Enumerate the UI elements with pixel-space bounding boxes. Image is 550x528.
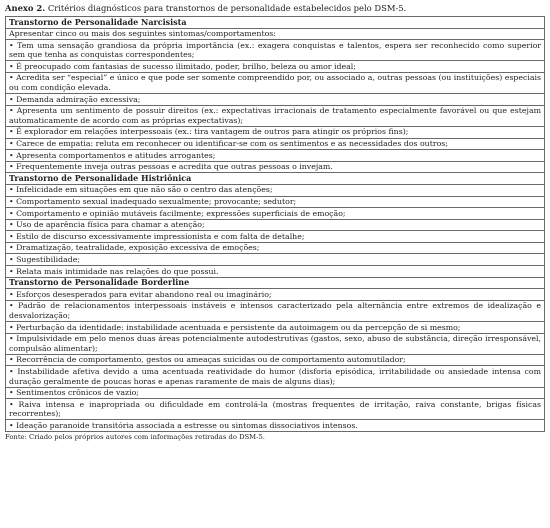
- criterion-item: • Recorrência de comportamento, gestos ou ameaças suicidas ou de comportamento automutilador;: [6, 354, 545, 366]
- criterion-item: • Apresenta comportamentos e atitudes arrogantes;: [6, 150, 545, 162]
- criterion-item: • Demanda admiração excessiva;: [6, 94, 545, 106]
- criterion-item: • Tem uma sensação grandiosa da própria importância (ex.: exagera conquistas e talentos, espera ser reconhecido como superior sem que tenha as conquistas correspondentes;: [6, 40, 545, 61]
- criteria-table: [5, 16, 545, 432]
- criterion-item: • Acredita ser “especial” e único e que pode ser somente compreendido por, ou associado a, outras pessoas (ou instituições) especiais ou com condição elevada.: [6, 72, 545, 93]
- table-source: Fonte: Criado pelos próprios autores com informações retiradas do DSM-5.: [5, 432, 265, 441]
- section-title-row: [6, 17, 545, 29]
- table-row: [6, 208, 545, 220]
- table-row: [6, 266, 545, 278]
- table-row: [6, 61, 545, 73]
- table-row: [6, 399, 545, 420]
- criterion-item: • Comportamento e opinião mutáveis facilmente; expressões superficiais de emoção;: [6, 208, 545, 220]
- criterion-item: • Impulsividade em pelo menos duas áreas potencialmente autodestrutivas (gastos, sexo, abuso de substância, direção irresponsável, compulsão alimentar);: [6, 333, 545, 354]
- criterion-item: • Infelicidade em situações em que não são o centro das atenções;: [6, 184, 545, 196]
- section-title: Transtorno de Personalidade Narcisista: [6, 17, 545, 29]
- table-row: [6, 420, 545, 432]
- table-row: [6, 387, 545, 399]
- section-title: Transtorno de Personalidade Histriônica: [6, 173, 545, 185]
- table-row: [6, 219, 545, 231]
- criterion-item: • Sugestibilidade;: [6, 254, 545, 266]
- criterion-item: • É preocupado com fantasias de sucesso ilimitado, poder, brilho, beleza ou amor ideal;: [6, 61, 545, 73]
- criterion-item: • Comportamento sexual inadequado sexualmente; provocante; sedutor;: [6, 196, 545, 208]
- criterion-item: • Esforços desesperados para evitar abandono real ou imaginário;: [6, 289, 545, 301]
- criterion-item: • Frequentemente inveja outras pessoas e acredita que outras pessoas o invejam.: [6, 161, 545, 173]
- criterion-item: • Dramatização, teatralidade, exposição excessiva de emoções;: [6, 242, 545, 254]
- table-row: [6, 322, 545, 334]
- table-row: [6, 196, 545, 208]
- table-row: [6, 333, 545, 354]
- table-row: [6, 94, 545, 106]
- section-title-row: [6, 173, 545, 185]
- criterion-item: • Carece de empatia: reluta em reconhecer ou identificar-se com os sentimentos e as necessidades dos outros;: [6, 138, 545, 150]
- table-row: [6, 126, 545, 138]
- table-caption: [5, 3, 545, 16]
- criterion-item: • Estilo de discurso excessivamente impressionista e com falta de detalhe;: [6, 231, 545, 243]
- caption-text: Critérios diagnósticos para transtornos de personalidade estabelecidos pelo DSM-5.: [45, 3, 407, 13]
- table-row: [6, 300, 545, 321]
- table-row: [6, 40, 545, 61]
- table-row: [6, 161, 545, 173]
- section-intro-row: [6, 28, 545, 40]
- criterion-item: • Perturbação da identidade: instabilidade acentuada e persistente da autoimagem ou da percepção de si mesmo;: [6, 322, 545, 334]
- table-row: [6, 354, 545, 366]
- criteria-table-body: [6, 17, 545, 432]
- table-row: [6, 242, 545, 254]
- section-title-row: [6, 277, 545, 289]
- criterion-item: • Ideação paranoide transitória associada a estresse ou sintomas dissociativos intensos.: [6, 420, 545, 432]
- criterion-item: • Sentimentos crônicos de vazio;: [6, 387, 545, 399]
- table-row: [6, 254, 545, 266]
- criterion-item: • É explorador em relações interpessoais (ex.: tira vantagem de outros para atingir os próprios fins);: [6, 126, 545, 138]
- criterion-item: • Raiva intensa e inapropriada ou dificuldade em controlá-la (mostras frequentes de irritação, raiva constante, brigas físicas recorrentes);: [6, 399, 545, 420]
- criterion-item: • Apresenta um sentimento de possuir direitos (ex.: expectativas irracionais de tratamento especialmente favorável ou que estejam automaticamente de acordo com as próprias expectativas);: [6, 105, 545, 126]
- criterion-item: • Relata mais intimidade nas relações do que possui.: [6, 266, 545, 278]
- criterion-item: • Uso de aparência física para chamar a atenção;: [6, 219, 545, 231]
- table-row: [6, 150, 545, 162]
- caption-label: Anexo 2.: [5, 3, 46, 13]
- section-title: Transtorno de Personalidade Borderline: [6, 277, 545, 289]
- criterion-item: • Instabilidade afetiva devido a uma acentuada reatividade do humor (disforia episódica, irritabilidade ou ansiedade intensa com duração geralmente de poucas horas e apenas raramente de mais de alguns dias);: [6, 366, 545, 387]
- table-row: [6, 138, 545, 150]
- section-intro: Apresentar cinco ou mais dos seguintes sintomas/comportamentos:: [6, 28, 545, 40]
- criterion-item: • Padrão de relacionamentos interpessoais instáveis e intensos caracterizado pela alternância entre extremos de idealização e desvalorização;: [6, 300, 545, 321]
- table-row: [6, 184, 545, 196]
- table-row: [6, 231, 545, 243]
- table-row: [6, 72, 545, 93]
- table-row: [6, 105, 545, 126]
- table-row: [6, 366, 545, 387]
- table-row: [6, 289, 545, 301]
